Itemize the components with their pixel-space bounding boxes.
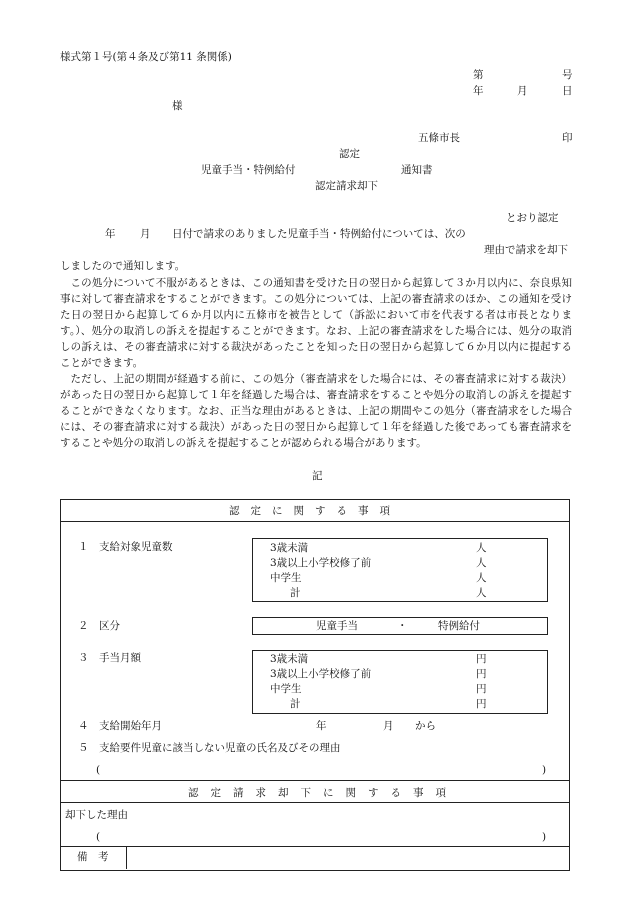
- amount-unit: 円: [476, 698, 487, 710]
- divider: [126, 846, 127, 869]
- section-kyakka-title: 認定請求却下に関する事項: [188, 787, 458, 799]
- intro-toori-nintei: とおり認定: [506, 212, 559, 224]
- count-unit: 人: [476, 542, 487, 554]
- count-unit: 人: [476, 557, 487, 569]
- item1-label: １ 支給対象児童数: [78, 541, 173, 553]
- divider: [60, 521, 569, 522]
- intro-year: 年: [105, 228, 116, 240]
- count-label-under3: 3歳未満: [270, 542, 309, 554]
- count-label-preschool: 3歳以上小学校修了前: [270, 557, 372, 569]
- date-year-label: 年: [473, 85, 484, 97]
- appeal-paragraph-1: この処分について不服があるときは、この通知書を受けた日の翌日から起算して３か月以内に、奈良県知事に対して審査請求をすることができます。この処分については、上記の審査請求のほか、この通知を受けた日の翌日から起算して６か月以内に五條市を被告として（訴訟において市を代表する者は市長となります。）、処分の取消しの訴えを提起することができます。なお、上記の審査請求をした場合には、処分の取消しの訴えは、その審査請求に対する裁決があったことを知った日の翌日から起算して６か月以内に提起することができます。: [60, 277, 572, 369]
- item2-label: ２ 区分: [78, 620, 120, 632]
- kubun-separator: ・: [397, 620, 408, 632]
- count-unit: 人: [476, 587, 487, 599]
- paren-open: (: [96, 831, 101, 843]
- amount-unit: 円: [476, 653, 487, 665]
- count-label-total: 計: [290, 587, 301, 599]
- amount-label-total: 計: [290, 698, 301, 710]
- title-tsuchisho: 通知書: [401, 164, 433, 176]
- divider: [60, 780, 569, 781]
- form-number: 様式第１号(第４条及び第11 条関係): [60, 51, 232, 63]
- addressee-honorific: 様: [172, 100, 183, 112]
- amount-unit: 円: [476, 683, 487, 695]
- seal-mark: 印: [562, 132, 573, 144]
- paren-open: (: [96, 764, 101, 776]
- start-year-label: 年: [316, 720, 327, 732]
- kubun-special-benefit: 特例給付: [438, 620, 480, 632]
- amount-label-preschool: 3歳以上小学校修了前: [270, 668, 372, 680]
- amount-unit: 円: [476, 668, 487, 680]
- start-from-label: から: [415, 720, 436, 732]
- intro-notice: しましたので通知します。: [60, 260, 186, 272]
- date-day-label: 日: [562, 85, 573, 97]
- intro-month: 月: [140, 228, 151, 240]
- title-benefit: 児童手当・特例給付: [201, 164, 296, 176]
- title-kyakka: 認定請求却下: [315, 180, 378, 192]
- item5-label: ５ 支給要件児童に該当しない児童の氏名及びその理由: [78, 742, 341, 754]
- doc-number-label: 第: [473, 69, 484, 81]
- amount-label-middle: 中学生: [270, 683, 302, 695]
- intro-reason: 理由で請求を却下: [484, 244, 568, 256]
- paren-close: ): [542, 831, 547, 843]
- issuer-mayor: 五條市長: [418, 132, 460, 144]
- section-nintei-title: 認定に関する事項: [229, 505, 401, 517]
- divider: [60, 846, 569, 847]
- start-month-label: 月: [383, 720, 394, 732]
- title-nintei: 認定: [339, 148, 360, 160]
- item3-label: ３ 手当月額: [78, 652, 141, 664]
- count-unit: 人: [476, 572, 487, 584]
- item4-label: ４ 支給開始年月: [78, 720, 162, 732]
- kubun-child-allowance: 児童手当: [316, 620, 358, 632]
- doc-number-suffix: 号: [562, 69, 573, 81]
- paren-close: ): [542, 764, 547, 776]
- date-month-label: 月: [517, 85, 528, 97]
- remarks-label: 備 考: [77, 851, 109, 863]
- amount-label-under3: 3歳未満: [270, 653, 309, 665]
- count-label-middle: 中学生: [270, 572, 302, 584]
- appeal-paragraph-2: ただし、上記の期間が経過する前に、この処分（審査請求をした場合には、その審査請求に対する裁決）があった日の翌日から起算して１年を経過した場合は、審査請求をすることや処分の取消しの訴えを提起することができなくなります。なお、正当な理由があるときは、上記の期間やこの処分（審査請求をした場合には、その審査請求に対する裁決）があった日の翌日から起算して１年を経過した後であっても審査請求をすることや処分の取消しの訴えを提起することが認められる場合があります。: [60, 373, 572, 449]
- ki-mark: 記: [312, 470, 323, 482]
- divider: [60, 802, 569, 803]
- kyakka-reason-label: 却下した理由: [65, 809, 128, 821]
- intro-line: 日付で請求のありました児童手当・特例給付については、次の: [172, 228, 466, 240]
